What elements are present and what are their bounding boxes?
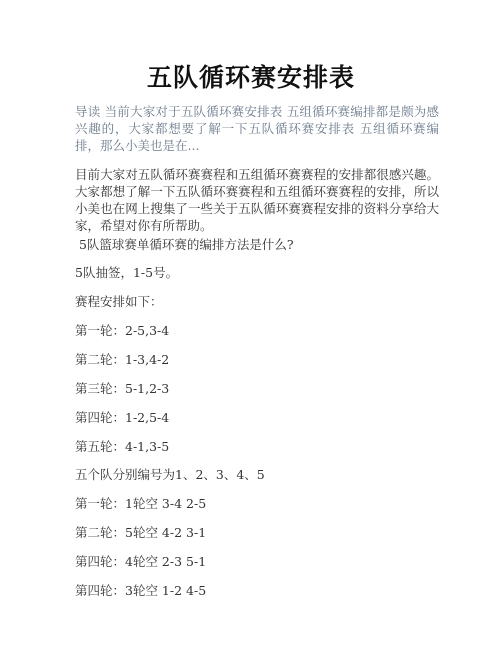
schedule-line: 5队抽签，1-5号。 bbox=[75, 265, 179, 280]
schedule-line: 第二轮：1-3,4-2 bbox=[75, 352, 170, 367]
schedule-line: 五个队分别编号为1、2、3、4、5 bbox=[75, 467, 265, 482]
schedule-line: 第一轮：2-5,3-4 bbox=[75, 323, 170, 338]
schedule-line: 第二轮：5轮空 4-2 3-1 bbox=[75, 525, 207, 540]
schedule-line: 第三轮：5-1,2-3 bbox=[75, 381, 170, 396]
schedule-line: 第四轮：4轮空 2-3 5-1 bbox=[75, 554, 207, 569]
schedule-line: 第一轮：1轮空 3-4 2-5 bbox=[75, 496, 207, 511]
document-title: 五队循环赛安排表 bbox=[146, 63, 355, 92]
body-paragraph: 目前大家对五队循环赛赛程和五组循环赛赛程的安排都很感兴趣。大家都想了解一下五队循环赛赛程和五组循环赛赛程的安排，所以小美也在网上搜集了一些关于五队循环赛赛程安排的资料分享给大家，希望对你有所帮助。 bbox=[75, 167, 439, 233]
schedule-line: 第五轮：4-1,3-5 bbox=[75, 439, 170, 454]
schedule-line: 第四轮：3轮空 1-2 4-5 bbox=[75, 583, 207, 598]
schedule-line: 赛程安排如下： bbox=[75, 294, 163, 309]
question-heading: 5队篮球赛单循环赛的编排方法是什么? bbox=[75, 237, 294, 252]
schedule-line: 第四轮：1-2,5-4 bbox=[75, 410, 170, 425]
intro-summary: 导读 当前大家对于五队循环赛安排表 五组循环赛编排都是颇为感兴趣的，大家都想要了解一下五队循环赛安排表 五组循环赛编排，那么小美也是在... bbox=[75, 104, 439, 153]
